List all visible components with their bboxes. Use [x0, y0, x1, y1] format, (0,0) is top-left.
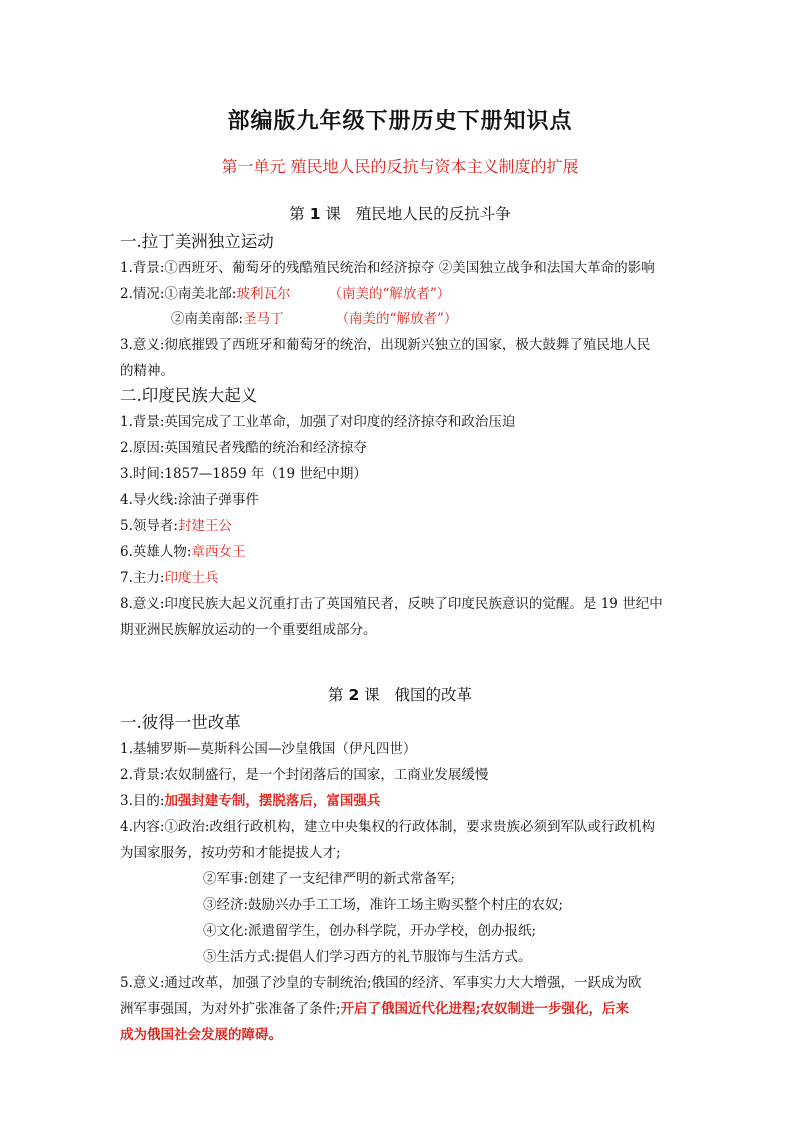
text-line: 8.意义:印度民族大起义沉重打击了英国殖民者，反映了印度民族意识的觉醒。是 19 世纪中 [120, 596, 663, 612]
text-line: 1.背景:①西班牙、葡萄牙的残酷殖民统治和经济掠夺 ②美国独立战争和法国大革命的影响 [120, 260, 655, 276]
unit-heading: 第一单元 殖民地人民的反抗与资本主义制度的扩展 [221, 157, 579, 176]
text-line: 2.背景:农奴制盛行，是一个封闭落后的国家，工商业发展缓慢 [120, 767, 489, 783]
text-line: ③经济:鼓励兴办手工工场，准许工场主购买整个村庄的农奴; [203, 897, 564, 913]
lesson-2-heading: 第 2 课 俄国的改革 [328, 686, 472, 704]
text-line: 的精神。 [120, 363, 174, 379]
section-heading: 一.彼得一世改革 [120, 713, 241, 732]
text-line: 成为俄国社会发展的障碍。 [120, 1027, 282, 1043]
text-line: 1.背景:英国完成了工业革命，加强了对印度的经济掠夺和政治压迫 [120, 414, 516, 430]
text-line: ②军事:创建了一支纪律严明的新式常备军; [203, 871, 456, 887]
text-line: 3.目的:加强封建专制，摆脱落后，富国强兵 [120, 793, 381, 809]
text-line: 3.时间:1857—1859 年（19 世纪中期） [120, 466, 367, 482]
text-line: ④文化:派遣留学生，创办科学院，开办学校，创办报纸; [203, 923, 537, 939]
text-line: 4.导火线:涂油子弹事件 [120, 492, 259, 508]
section-heading: 二.印度民族大起义 [120, 386, 258, 405]
text-line: 2.原因:英国殖民者残酷的统治和经济掠夺 [120, 440, 367, 456]
text-line: 洲军事强国，为对外扩张准备了条件;开启了俄国近代化进程;农奴制进一步强化，后来 [120, 1001, 630, 1017]
text-line: 7.主力:印度土兵 [120, 570, 219, 586]
text-line: 6.英雄人物:章西女王 [120, 544, 246, 560]
text-line: 5.意义:通过改革，加强了沙皇的专制统治;俄国的经济、军事实力大大增强，一跃成为欧 [120, 975, 642, 991]
lesson-1-heading: 第 1 课 殖民地人民的反抗斗争 [289, 205, 511, 223]
page-title: 部编版九年级下册历史下册知识点 [227, 109, 573, 134]
text-line: 3.意义:彻底摧毁了西班牙和葡萄牙的统治，出现新兴独立的国家，极大鼓舞了殖民地人民 [120, 337, 651, 353]
text-line: 1.基辅罗斯—莫斯科公国—沙皇俄国（伊凡四世） [120, 741, 417, 757]
text-line: 期亚洲民族解放运动的一个重要组成部分。 [120, 622, 377, 638]
text-line: 2.情况:①南美北部:玻利瓦尔 （南美的“解放者”） [120, 286, 451, 302]
text-line: 为国家服务，按功劳和才能提拔人才; [120, 845, 341, 861]
section-heading: 一.拉丁美洲独立运动 [120, 232, 274, 251]
text-line: ⑤生活方式:提倡人们学习西方的礼节服饰与生活方式。 [203, 949, 532, 965]
text-line: 5.领导者:封建王公 [120, 518, 232, 534]
text-line: 4.内容:①政治:改组行政机构，建立中央集权的行政体制，要求贵族必须到军队或行政机构 [120, 819, 655, 835]
text-line: ②南美南部:圣马丁 （南美的“解放者”） [171, 311, 458, 327]
